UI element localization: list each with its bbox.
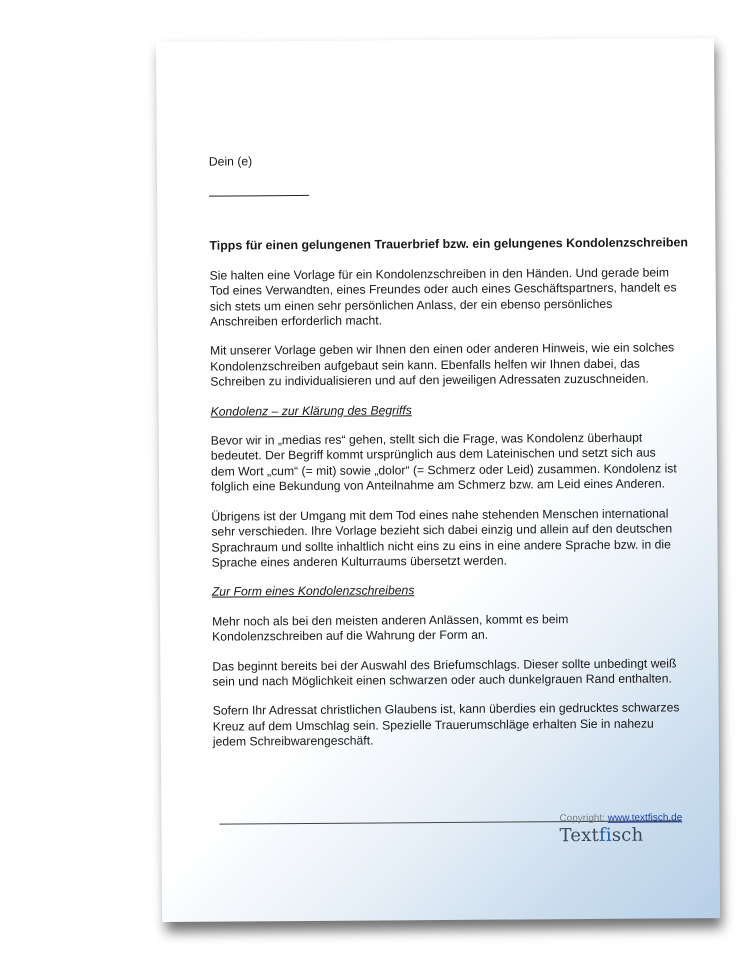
greeting: Dein (e) (208, 154, 253, 169)
logo-text-part1: Text (559, 824, 600, 847)
logo-text-part3: sch (611, 824, 644, 846)
paragraph-envelope: Das beginnt bereits bei der Auswahl des Briefumschlags. Dieser sollte unbedingt weiß sein und nach Möglichkeit einen schwarzen oder auch dunkelgrauen Rand enthalten. (212, 655, 677, 689)
copyright-label: Copyright: (559, 812, 606, 825)
copyright-notice (559, 812, 682, 824)
paragraph-intro: Sie halten eine Vorlage für ein Kondolenzschreiben in den Händen. Und gerade beim Tod eines Verwandten, eines Freundes oder auch eines Geschäftspartners, handelt es sich stets um einen sehr persönlichen Anlass, der ein ebenso persönliches Anschreiben erforderlich macht. (209, 265, 677, 329)
document-page (156, 38, 720, 922)
signature-line (209, 195, 309, 197)
copyright-link[interactable]: www.textfisch.de (607, 812, 683, 824)
paragraph-definition: Bevor wir in „medias res“ gehen, stellt sich die Frage, was Kondolenz überhaupt bedeutet. Der Begriff kommt ursprünglich aus dem Lateinischen und setzt sich aus dem Wort „cum“ (= mit) sowie „dolor“ (= Schmerz oder Leid) zusammen. Kondolenz ist folglich eine Bekundung von Anteilnahme am Schmerz bzw. am Leid eines Anderen. (210, 430, 677, 494)
document-body (208, 151, 688, 764)
document-heading: Tipps für einen gelungenen Trauerbrief bzw. ein gelungenes Kondolenzschreiben (209, 235, 688, 254)
paragraph-international: Übrigens ist der Umgang mit dem Tod eines nahe stehenden Menschen international sehr verschieden. Ihre Vorlage bezieht sich dabei einzig und allein auf den deutschen Sprachraum und sollte inhaltlich nicht eins zu eins in eine andere Sprache bzw. in die Sprache eines anderen Kulturraums übersetzt werden. (211, 506, 673, 570)
subheading-kondolenz: Kondolenz – zur Klärung des Begriffs (210, 402, 412, 419)
textfisch-logo (559, 825, 643, 847)
logo-fish-part: fi (598, 824, 612, 846)
paragraph-template-hint: Mit unserer Vorlage geben wir Ihnen den einen oder anderen Hinweis, wie ein solches Kondolenzschreiben aufgebaut sein kann. Ebenfalls helfen wir Ihnen dabei, das Schreiben zu individualisieren und auf den jeweiligen Adressaten zuzuschneiden. (210, 340, 675, 389)
paragraph-form: Mehr noch als bei den meisten anderen Anlässen, kommt es beim Kondolenzschreiben auf die Wahrung der Form an. (211, 611, 569, 644)
subheading-form: Zur Form eines Kondolenzschreibens (211, 583, 415, 599)
paragraph-cross: Sofern Ihr Adressat christlichen Glaubens ist, kann überdies ein gedrucktes schwarzes Kreuz auf dem Umschlag sein. Spezielle Trauerumschläge erhalten Sie in nahezu jedem Schreibwarengeschäft. (212, 700, 680, 749)
